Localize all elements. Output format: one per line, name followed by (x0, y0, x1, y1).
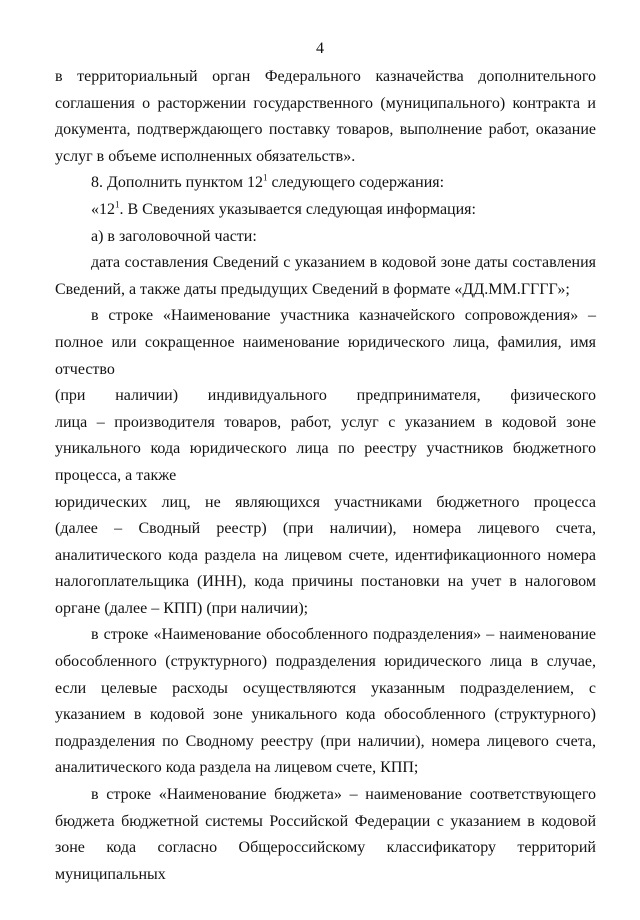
paragraph-item-8-text: 8. Дополнить пунктом 12 (91, 174, 263, 192)
paragraph-participant-name-part-2: лица – производителя товаров, работ, услуг с указанием в кодовой зоне уникального кода юридического лица по реестру участников бюджетного процесса, а также (55, 413, 596, 484)
paragraph-participant-name-part-3: (далее – Сводный реестр) (при наличии), номера лицевого счета, аналитического кода раздела на лицевом счете, идентификационного номера налогоплательщика (ИНН), кода причины постановки на учет в налоговом органе (далее – КПП) (при наличии); (55, 520, 596, 617)
paragraph-participant-name (55, 303, 596, 622)
page-number: 4 (316, 40, 324, 57)
paragraph-contract-termination: в территориальный орган Федерального казначейства дополнительного соглашения о расторжении государственного (муниципального) контракта и документа, подтверждающего поставку товаров, выполнение работ, оказание услуг в объеме исполненных обязательств». (55, 68, 596, 165)
paragraph-item-8 (55, 170, 596, 197)
paragraph-participant-name-spread-line-1 (55, 383, 596, 410)
paragraph-item-8-text-end: следующего содержания: (267, 174, 445, 192)
document-body (55, 64, 596, 888)
paragraph-date-of-compilation: дата составления Сведений с указанием в кодовой зоне даты составления Сведений, а также даты предыдущих Сведений в формате «ДД.ММ.ГГГГ»; (55, 254, 596, 298)
paragraph-budget-name: в строке «Наименование бюджета» – наименование соответствующего бюджета бюджетной системы Российской Федерации с указанием в кодовой зоне кода согласно Общероссийскому классификатору территорий муниципальных (55, 786, 596, 883)
superscript: 1 (115, 199, 120, 210)
paragraph-participant-name-part-1: в строке «Наименование участника казначейского сопровождения» – полное или сокращенное наименование юридического лица, фамилия, имя отчество (55, 307, 596, 378)
word: лиц, (161, 493, 191, 511)
word: участниками (334, 493, 422, 511)
paragraph-header-part: а) в заголовочной части: (91, 227, 257, 245)
word: не (205, 493, 221, 511)
word: (при (55, 387, 86, 405)
word: процесса (533, 493, 596, 511)
paragraph-participant-name-spread-line-2 (55, 490, 596, 517)
word: физического (510, 387, 596, 405)
word: наличии) (115, 387, 179, 405)
word: индивидуального (207, 387, 327, 405)
paragraph-separate-division: в строке «Наименование обособленного подразделения» – наименование обособленного (структурного) подразделения юридического лица в случае, если целевые расходы осуществляются указанным подразделением, с указанием в кодовой зоне уникального кода обособленного (структурного) подразделения по Сводному реестру (при наличии), номера лицевого счета, аналитического кода раздела на лицевом счете, КПП; (55, 626, 596, 777)
superscript: 1 (262, 173, 268, 184)
paragraph-item-12-1-text-end: . В Сведениях указывается следующая информация: (119, 200, 476, 218)
paragraph-item-12-1 (55, 197, 596, 224)
word: бюджетного (436, 493, 520, 511)
word: предпринимателя, (356, 387, 481, 405)
paragraph-item-12-1-text: «12 (91, 200, 115, 218)
word: юридических (55, 493, 148, 511)
word: являющихся (235, 493, 320, 511)
